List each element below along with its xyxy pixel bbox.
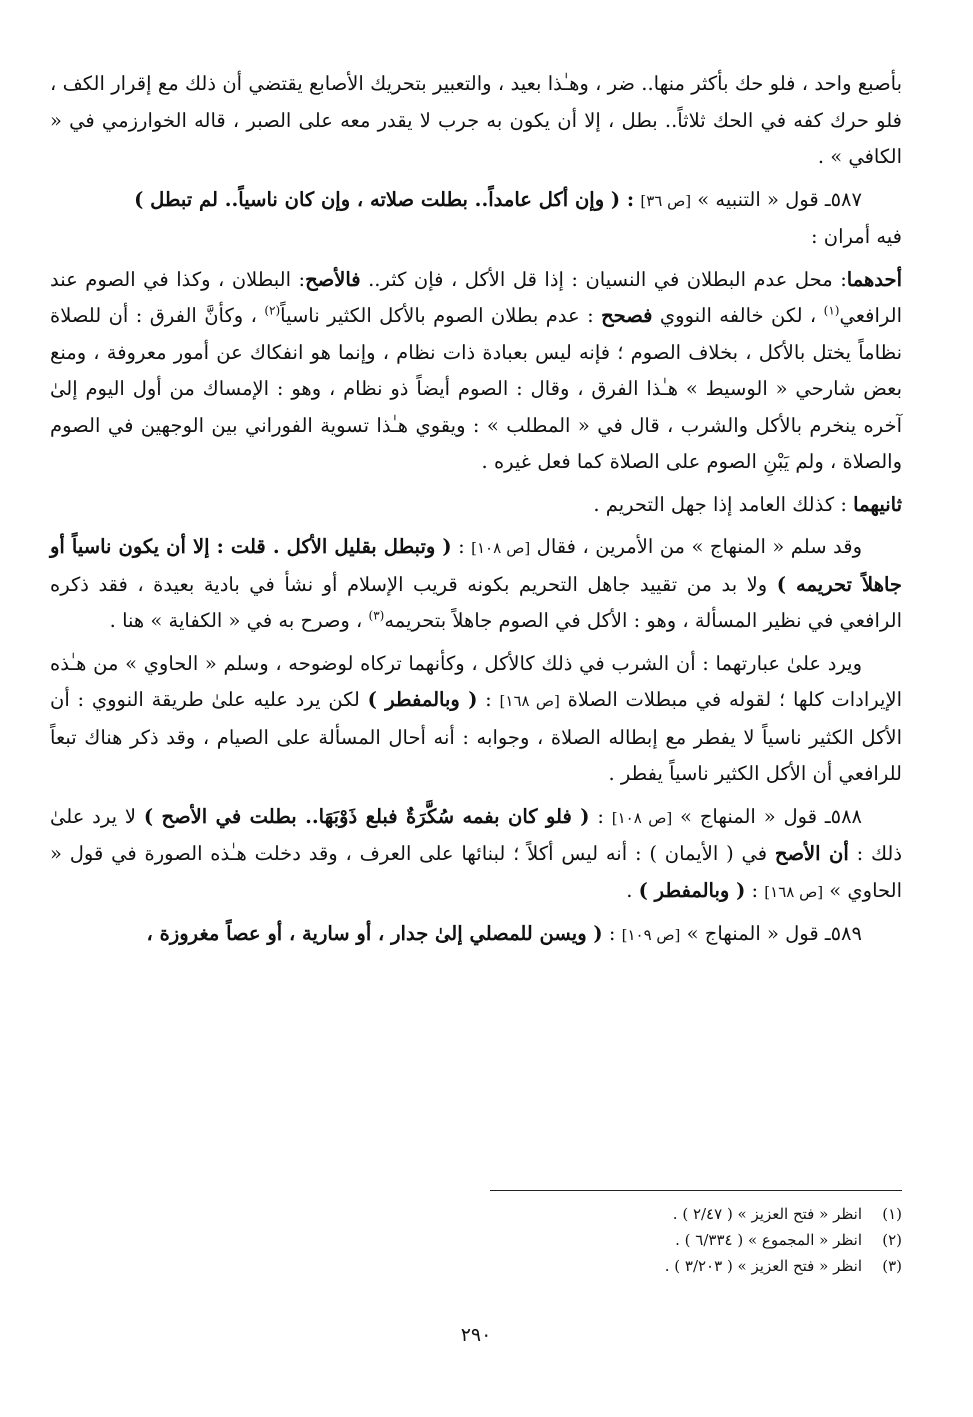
paragraph-text: : كذلك العامد إذا جهل التحريم . — [593, 492, 854, 516]
paragraph-text: ولا بد من تقييد جاهل التحريم بكونه قريب الإسلام أو نشأ في بادية بعيدة ، فقد ذكره الرافعي في نظير المسألة ، وهو : الأكل في الصوم جاهلاً بتحريمه — [50, 572, 902, 632]
paragraph-text: وقد سلم « المنهاج » من الأمرين ، فقال — [530, 535, 863, 558]
quoted-text: ( وبالمفطر ) — [638, 878, 746, 902]
paragraph-text: : — [602, 922, 622, 945]
footnote-text: انظر « فتح العزيز » ( ٢/٤٧ ) . — [672, 1205, 862, 1223]
paragraph-text: في ( الأيمان ) : أنه ليس أكلاً ؛ لبنائها على العرف ، وقد دخلت هـٰذه الصورة في قول « الحاوي » — [50, 842, 902, 902]
footnote-divider — [490, 1190, 902, 1191]
bold-term: فصحح — [601, 304, 653, 327]
footnote-2 — [50, 1227, 902, 1253]
page-reference: [ص ١٠٨] — [471, 539, 531, 557]
paragraph-text: لكن يرد عليه علىٰ طريقة النووي : أن الأكل الكثير ناسياً لا يفطر مع إبطاله الصلاة ، وجوابه : أنه أحال المسألة على الصيام ، وقد ذكر هناك تبعاً للرافعي أن الأكل الكثير ناسياً يفطر . — [50, 688, 902, 785]
paragraph-minhaj — [50, 529, 902, 640]
paragraph-second-matter — [50, 487, 902, 524]
paragraph-text: لا يرد علىٰ ذلك : — [50, 804, 903, 865]
paragraph-text: ، وكأنَّ الفرق : أن للصلاة نظاماً يختل بالأكل ، بخلاف الصوم ؛ فإنه ليس بعبادة ذات نظام ، وإنما هو انفكاك عن أمور معروفة ، ومنع بعض شارحي « الوسيط » هـٰذا الفرق ، وقال : الصوم أيضاً ذو نظام ، وهو : الإمساك من أول اليوم إلىٰ آخره ينخرم بالأكل والشرب ، قال في « المطلب » : ويقوي هـٰذا تسوية الفوراني بين الوجهين في الصوم والصلاة ، ولم يَبْنِ الصوم على الصلاة كما فعل غيره . — [50, 304, 902, 473]
page-reference: [ص ١٦٨] — [499, 692, 560, 710]
paragraph-continuation — [50, 66, 902, 176]
footnote-text: انظر « فتح العزيز » ( ٣/٢٠٣ ) . — [664, 1257, 862, 1275]
quoted-text: ( وتبطل بقليل الأكل . قلت : إلا أن يكون ناسياً أو جاهلاً تحريمه ) — [50, 535, 902, 596]
page-number: ٢٩٠ — [460, 1324, 492, 1346]
footnote-number: (٣) — [882, 1257, 902, 1275]
issue-588-number: ٥٨٨ـ قول « المنهاج » — [672, 804, 863, 828]
issue-587-number: ٥٨٧ـ قول « التنبيه » — [697, 187, 862, 211]
book-page — [50, 66, 902, 1406]
issue-587-heading — [50, 182, 902, 220]
footnote-marker-2[interactable]: (٢) — [264, 303, 281, 318]
footnote-marker-1[interactable]: (١) — [823, 303, 840, 318]
footnote-text: انظر « المجموع » ( ٦/٣٣٤ ) . — [675, 1231, 862, 1249]
quoted-text: ( وبالمفطر ) — [367, 688, 478, 711]
issue-589-paragraph — [50, 916, 902, 954]
paragraph-text: : محل عدم البطلان في النسيان : إذا قل الأكل ، فإن كثر.. — [360, 267, 847, 291]
paragraph-text: . — [626, 878, 639, 902]
quoted-text: ( فلو كان بفمه سُكَّرَةٌ فبلع ذَوْبَهَا.. بطلت في الأصح ) — [143, 804, 590, 828]
footnote-number: (١) — [882, 1205, 902, 1223]
paragraph-text: : البطلان ، وكذا في الصوم عند الرافعي — [50, 267, 903, 327]
page-body — [50, 66, 902, 954]
footnote-marker-3[interactable]: (٣) — [368, 608, 385, 623]
second-matter-label: ثانيهما — [853, 492, 902, 516]
paragraph-text: ، لكن خالفه النووي — [652, 304, 824, 327]
paragraph-text: : عدم بطلان الصوم بالأكل الكثير ناسياً — [280, 304, 602, 327]
quoted-text: ( ويسن للمصلي إلىٰ جدار ، أو سارية ، أو عصاً مغروزة ، — [146, 922, 603, 945]
footnote-3 — [50, 1253, 902, 1279]
page-reference: [ص ٣٦] — [640, 191, 692, 210]
paragraph-text: ويرد علىٰ عبارتهما : أن الشرب في ذلك كالأكل ، وكأنهما تركاه لوضوحه ، وسلم « الحاوي » من هـٰذه الإيرادات كلها ؛ لقوله في مبطلات الصلاة — [50, 651, 902, 711]
footnote-number: (٢) — [882, 1231, 902, 1249]
footnote-1 — [50, 1201, 902, 1227]
issue-589-number: ٥٨٩ـ قول « المنهاج » — [680, 922, 862, 945]
bold-term: فالأصح — [305, 267, 361, 291]
paragraph-text: : — [745, 878, 765, 902]
paragraph-text: فيه أمران : — [811, 225, 902, 248]
page-reference: [ص ١٠٨] — [611, 808, 673, 827]
paragraph-text: ، وصرح به في « الكفاية » هنا . — [109, 609, 369, 632]
paragraph-intro — [50, 219, 902, 256]
footnotes — [50, 1201, 902, 1279]
bold-term: أن الأصح — [774, 842, 849, 865]
first-matter-label: أحدهما — [846, 267, 902, 291]
page-reference: [ص ١٠٩] — [621, 926, 681, 944]
paragraph-text: : — [477, 688, 500, 711]
quoted-text: : ( وإن أكل عامداً.. بطلت صلاته ، وإن كان ناسياً.. لم تبطل ) — [134, 187, 635, 211]
paragraph-text: : — [589, 804, 612, 828]
paragraph-objection — [50, 646, 902, 793]
issue-588-paragraph — [50, 799, 902, 911]
paragraph-text: : — [451, 535, 472, 558]
page-reference: [ص ١٦٨] — [764, 882, 824, 901]
paragraph-text: بأصبع واحد ، فلو حك بأكثر منها.. ضر ، وهـٰذا بعيد ، والتعبير بتحريك الأصابع يقتضي أن ذلك مع إقرار الكف ، فلو حرك كفه في الحك ثلاثاً.. بطل ، إلا أن يكون به جرب لا يقدر معه على الصبر ، قاله الخوارزمي في « الكافي » . — [50, 72, 902, 168]
paragraph-first-matter — [50, 262, 902, 481]
